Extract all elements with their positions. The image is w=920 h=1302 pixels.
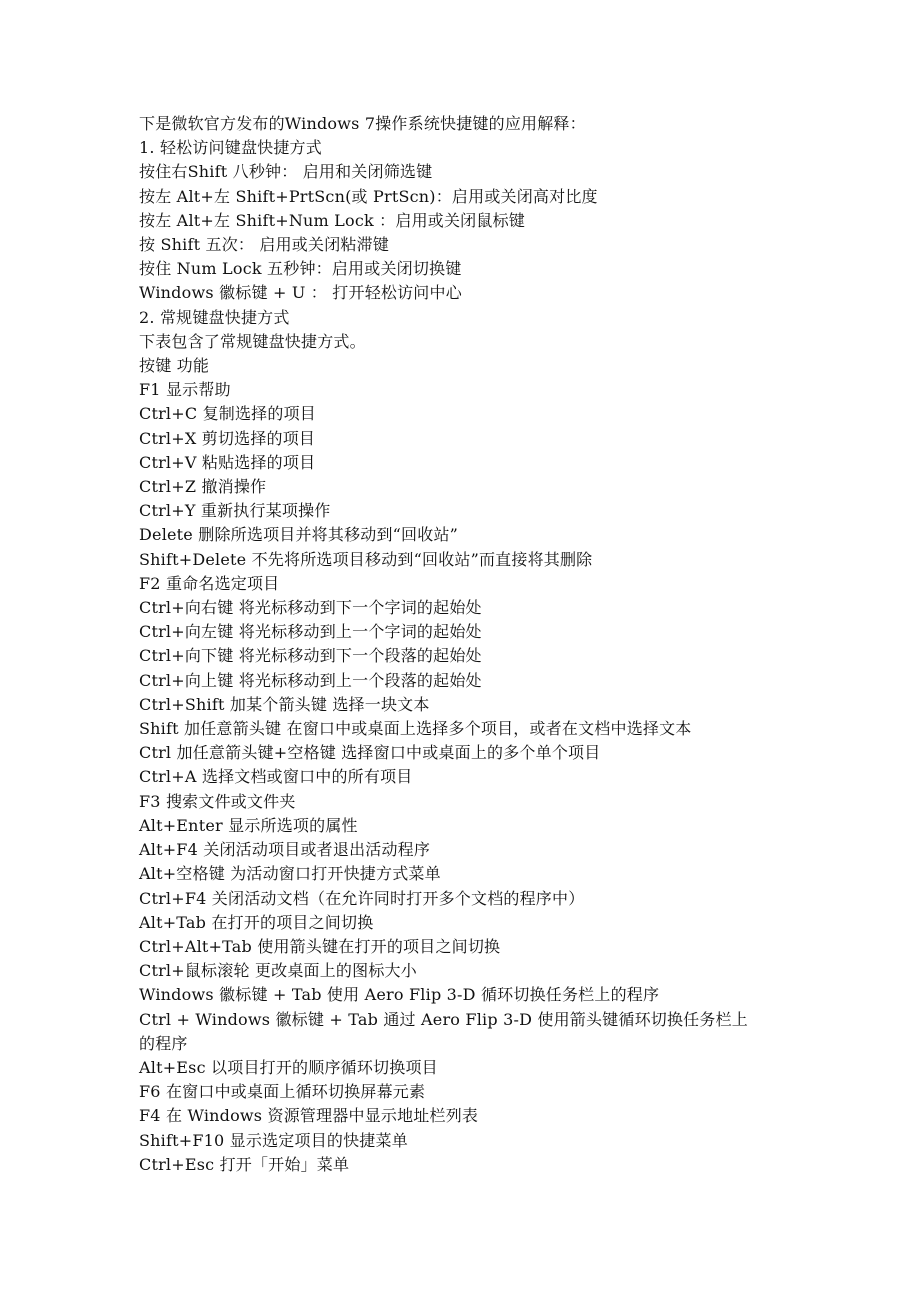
intro-text: 下是微软官方发布的Windows 7操作系统快捷键的应用解释：: [139, 114, 586, 133]
shortcut-line: Alt+空格键 为活动窗口打开快捷方式菜单: [139, 864, 441, 884]
document-body: [139, 112, 799, 1177]
text-line: 按 Shift 五次： 启用或关闭粘滞键: [139, 235, 389, 255]
table-header-line: 按键 功能: [139, 356, 210, 376]
shortcut-line: Ctrl+Alt+Tab 使用箭头键在打开的项目之间切换: [139, 936, 501, 956]
shortcut-line: Ctrl+向左键 将光标移动到上一个字词的起始处: [139, 622, 482, 642]
text-line: Windows 徽标键 + U ： 打开轻松访问中心: [139, 283, 462, 303]
shortcut-line: Ctrl+Y 重新执行某项操作: [139, 501, 331, 521]
shortcut-line: F4 在 Windows 资源管理器中显示地址栏列表: [139, 1106, 479, 1126]
shortcut-line: Alt+Enter 显示所选项的属性: [139, 815, 358, 835]
section-heading-accessibility: 1. 轻松访问键盘快捷方式: [139, 138, 322, 158]
shortcut-line-continuation: 的程序: [139, 1033, 188, 1053]
shortcut-line: Ctrl+鼠标滚轮 更改桌面上的图标大小: [139, 961, 417, 981]
shortcut-line: Ctrl+F4 关闭活动文档（在允许同时打开多个文档的程序中）: [139, 888, 585, 908]
text-line: 按住 Num Lock 五秒钟：启用或关闭切换键: [139, 259, 462, 279]
shortcut-line: Alt+Esc 以项目打开的顺序循环切换项目: [139, 1057, 438, 1077]
shortcut-line: Ctrl+X 剪切选择的项目: [139, 428, 316, 448]
shortcut-line: F6 在窗口中或桌面上循环切换屏幕元素: [139, 1082, 426, 1102]
text-line: 下表包含了常规键盘快捷方式。: [139, 331, 366, 351]
shortcut-line: Shift 加任意箭头键 在窗口中或桌面上选择多个项目，或者在文档中选择文本: [139, 719, 692, 739]
shortcut-line: Ctrl 加任意箭头键+空格键 选择窗口中或桌面上的多个单个项目: [139, 743, 601, 763]
shortcut-line: Ctrl+Esc 打开「开始」菜单: [139, 1154, 350, 1174]
shortcut-line: Shift+F10 显示选定项目的快捷菜单: [139, 1130, 408, 1150]
shortcut-line: Ctrl + Windows 徽标键 + Tab 通过 Aero Flip 3-D 使用箭头键循环切换任务栏上: [139, 1009, 748, 1029]
shortcut-line: F2 重命名选定项目: [139, 573, 280, 593]
section-heading-general: 2. 常规键盘快捷方式: [139, 307, 290, 327]
shortcut-line: Ctrl+向右键 将光标移动到下一个字词的起始处: [139, 598, 482, 618]
shortcut-line: Ctrl+向上键 将光标移动到上一个段落的起始处: [139, 670, 482, 690]
shortcut-line: Ctrl+Shift 加某个箭头键 选择一块文本: [139, 694, 430, 714]
shortcut-line: Ctrl+V 粘贴选择的项目: [139, 452, 316, 472]
shortcut-line: Alt+F4 关闭活动项目或者退出活动程序: [139, 840, 431, 860]
shortcut-line: F1 显示帮助: [139, 380, 231, 400]
shortcut-line: Ctrl+C 复制选择的项目: [139, 404, 316, 424]
text-line: 按左 Alt+左 Shift+PrtScn(或 PrtScn)：启用或关闭高对比度: [139, 186, 598, 206]
shortcut-line: F3 搜索文件或文件夹: [139, 791, 296, 811]
text-line: 按住右Shift 八秒钟： 启用和关闭筛选键: [139, 162, 433, 182]
shortcut-line: Shift+Delete 不先将所选项目移动到“回收站”而直接将其删除: [139, 549, 593, 569]
shortcut-line: Windows 徽标键 + Tab 使用 Aero Flip 3-D 循环切换任务栏上的程序: [139, 985, 660, 1005]
shortcut-line: Ctrl+Z 撤消操作: [139, 477, 267, 497]
shortcut-line: Ctrl+向下键 将光标移动到下一个段落的起始处: [139, 646, 482, 666]
shortcut-line: Alt+Tab 在打开的项目之间切换: [139, 912, 374, 932]
shortcut-line: Ctrl+A 选择文档或窗口中的所有项目: [139, 767, 413, 787]
shortcut-line: Delete 删除所选项目并将其移动到“回收站”: [139, 525, 459, 545]
text-line: 按左 Alt+左 Shift+Num Lock ：启用或关闭鼠标键: [139, 210, 525, 230]
